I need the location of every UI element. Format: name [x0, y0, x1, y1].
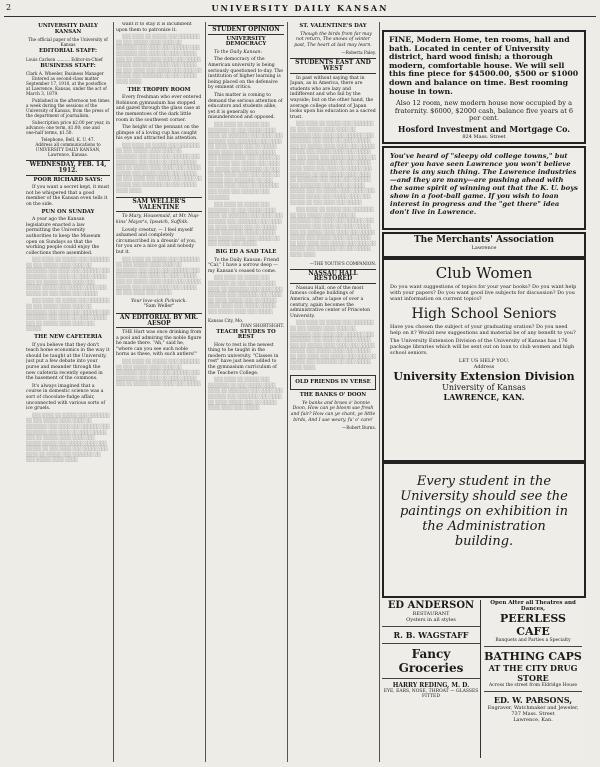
body-text-filler: ░░░ ░░░░ ░░ ░░░░░ ░░░ ░░░░░░░ ░░ ░░░ ░░░░░ ░░░░ ░░░░ ░░ ░░░░░░░ ░░░ ░░░░ ░░░ ░░░░░░ ░░░ ░░░░░░░ ░░░ ░░░░ ░░ ░░░░ ░░░░░ ░░░ ░░ ░░░░░ ░░░░ ░░░░ ░░░ ░░░░░ ░░░░░ ░░░ ░░░░░ ░░░░ ░░░ ░░░░░ ░░ ░░░ ░░░░ ░░░ ░░░░░ [116, 257, 201, 297]
ad-hosford-company: Hosford Investment and Mortgage Co. [397, 124, 571, 135]
club-women-title: Club Women [435, 264, 533, 282]
masthead-rule [4, 16, 596, 17]
ad-sleepy-towns [382, 146, 586, 230]
headline-poor-richard: POOR RICHARD SAYS: [33, 176, 103, 183]
column-2 [116, 22, 202, 762]
parsons-city: Lawrence, Kan. [513, 717, 553, 723]
divider [484, 691, 582, 692]
high-school-lines: Have you chosen the subject of your graduating oration? Do you need help on it? Would new suggestions and material be of any benefit to you? [390, 324, 576, 336]
headline-valentines-day: ST. VALENTINE'S DAY [299, 23, 367, 29]
japan-text: In past without saying that in Japan, as in America, there are students who are lazy and indifferent and who fail by the wayside; but on the other hand, the average college student of Japan looks upon his education as a sacred trust. [290, 75, 376, 120]
bathing-caps-sub: AT THE CITY DRUG STORE [488, 663, 578, 683]
divider [484, 646, 582, 647]
editorial-staff-title: EDITORIAL STAFF: [38, 48, 98, 55]
ad-hosford-address: 824 Mass. Street [462, 134, 506, 141]
ad-sleepy-towns-text: You've heard of "sleepy old college towns," but after you have seen Lawrence you won't believe there is any such thing. The Lawrence industries—and they are many—are pushing ahead with the same spirit of winning out that the K. U. boys show in a foot-ball game. If you wish to loan interest in progress and the "get there" idea don't live in Lawrence. [390, 152, 578, 216]
verse-text: Ye banks and braes o' bonnie Doon, How can ye bloom sae fresh and fair? How can ye chant, ye little birds, And I sae weary, fu' o' care! [290, 400, 376, 423]
address: Address all communications to UNIVERSITY DAILY KANSAN, Lawrence, Kansas. [35, 142, 101, 158]
weller-signature: Your love-sick Pickwick. [131, 298, 187, 304]
divider [382, 626, 480, 627]
column-divider [287, 22, 288, 762]
teach-rest-text: How to rest is the newest thing to be taught in the modern university. "Classes in rest" have just been added to the gymnasium curriculum of the Teachers College. [208, 342, 279, 376]
extension-title: University Extension Division [393, 370, 575, 383]
column-3 [208, 22, 284, 762]
paintings-text: Every student in the University should see the paintings on exhibition in the Administration building. [399, 474, 569, 549]
body-text-filler: ░░░ ░░░░ ░░ ░░░░░ ░░░ ░░░░░░░ ░░ ░░░ ░░░░░ ░░░░ ░░░░ ░░ ░░░░░░░ ░░░ ░░░░ ░░░ ░░░░░░ ░░░ ░░░░░░░ ░░░ ░░░░ ░░ ░░░░ ░░░░░ ░░░ ░░ ░░░░░ ░░░░ ░░░░ ░░░ ░░░░░ [116, 360, 201, 388]
democracy-text: The democracy of the American university is being seriously questioned to-day. The institution of higher learning is being placed on the defensive by eminent critics. [208, 57, 283, 91]
extension-address-label: Address [473, 364, 495, 370]
ad-merchants-title: The Merchants' Association [413, 235, 554, 245]
body-text-filler: ░░░ ░░░░ ░░ ░░░░░ ░░░ ░░░░░░░ ░░ ░░░ ░░░░░ ░░░░ ░░░░ ░░ ░░░░░░░ ░░░ ░░░░ ░░░ ░░░░░░ ░░░ ░░░░░░░ ░░░ ░░░░ ░░ ░░░░ ░░░░░ ░░░ ░░ ░░░░░ ░░░░ ░░░░ ░░░ ░░░░░ ░░░░░ ░░░ ░░░░░ ░░░░ ░░░ ░░░░░ ░░ ░░░ ░░░░ ░░░ ░░░░░ ░░░ ░░░░ ░░ ░░░░░ ░░░ ░░░░░░░ ░░ ░░░ ░░░░░ ░░░░ ░░░░ ░░░ ░░░░ ░░ ░░░░░ ░░░ ░░░░░░░ ░░ ░░░ ░░░░░ ░░░░ ░░░░ ░░ ░░░░░░░ ░░░ ░░░░ ░░░ ░░░░░░ ░░░ ░░░░░░░ ░░░ ░░░░ ░░ ░░░░ ░░░░░ ░░░ ░░ ░░░░░ ░░░░ ░░░░ ░░░ ░░░░░ ░░░░░ ░░░ ░░░░░ ░░░░ ░░░ ░░░░░ ░░ ░░░ ░░░░ ░░░ ░░░░░ ░░░ ░░░░ ░░ ░░░░░ ░░░ ░░░░░░░ ░░ ░░░ ░░░░░ ░░░░ ░░░░ ░░ ░░░░░░░ ░░░ ░░░░ ░░░ ░░░░░░ ░░░ ░░░░░░░ ░░░ ░░░░ ░░ ░░░░ ░░░░░ ░░░ ░░ ░░░░░ ░░░░ ░░░░ ░░░ ░░░░░ ░░░░░ ░░░ ░░░░░ ░░░░ ░░░ ░░░░░ ░░ ░░░ ░░░░ ░░░ ░░░░░ ░░░ ░░░░ ░░ ░░░░░ ░░░ ░░░░░░░ ░░ ░░░ ░░░░░ ░░░░ ░░░░ [290, 122, 376, 258]
ad-extension-division [382, 258, 586, 462]
body-text-filler: ░░░ ░░░░ ░░ ░░░░░ ░░░ ░░░░░░░ ░░ ░░░ ░░░░░ ░░░░ ░░░░ ░░ ░░░░░░░ ░░░ ░░░░ ░░░ ░░░░░░ ░░░ ░░░░░░░ ░░░ ░░░░ ░░ ░░░░ ░░░░░ ░░░ ░░ ░░░░░ ░░░░ ░░░░ ░░░ ░░░░░ ░░░░░ ░░░ ░░░░░ ░░░░ ░░░ ░░░░░ [208, 276, 283, 315]
column-divider [113, 22, 114, 762]
harry-reding: HARRY REDING, M. D. [392, 682, 470, 689]
nassau-text: Nassau Hall, one of the most famous college buildings of America, after a lapse of over a century, again becomes the administrative center of Princeton University. [290, 285, 371, 319]
anderson-sub: RESTAURANT [412, 611, 450, 617]
headline-nassau-hall: NASSAU HALL RESTORED [290, 269, 376, 284]
parsons-sub: Engraver, Watchmaker and Jeweler, [487, 705, 579, 711]
verse-box [290, 375, 376, 391]
anderson-line: Oysters in all styles [406, 617, 456, 623]
weller-address: To Mary, Housemaid, at Mr. Nup-kins' Mayor's, Ipswich, Suffolk. [116, 214, 200, 225]
anderson-title: ED ANDERSON [387, 600, 475, 611]
wagstaff: R. B. WAGSTAFF [393, 630, 469, 640]
headline-editorial-aesop: AN EDITORIAL BY MR. AESOP [116, 313, 202, 328]
extension-university: University of Kansas [442, 383, 526, 392]
fancy-groceries: Fancy Groceries [398, 647, 464, 675]
club-women-lines: Do you want suggestions of topics for your year books? Do you want help with your papers? Do you want good live subjects for discussion? Do you want information on current topics? [390, 284, 577, 302]
headline-student-opinion: STUDENT OPINION [208, 25, 284, 35]
body-text-filler: ░░░ ░░░░ ░░ ░░░░░ ░░░ ░░░░░░░ ░░ ░░░ ░░░░░ ░░░░ ░░░░ ░░ ░░░░░░░ ░░░ ░░░░ ░░░ ░░░░░░ ░░░ ░░░░░░░ ░░░ ░░░░ ░░ ░░░░ ░░░░░ ░░░ ░░ ░░░░░ ░░░░ ░░░░ ░░░ ░░░░░ ░░░░░ ░░░ ░░░░░ ░░░░ ░░░ ░░░░░ ░░ ░░░ ░░░░ ░░░ ░░░░░ ░░░ ░░░░ ░░ ░░░░░ ░░░ ░░░░░░░ ░░ ░░░ ░░░░░ ░░░░ ░░░░ [116, 143, 202, 194]
column-divider [205, 22, 206, 762]
cafeteria-text-2: It's always imagined that a course in domestic science was a sort of chocolate-fudge affair, unconnected with various sorts of ice gruels. [26, 383, 106, 412]
editorial-staff: Louis Carlson .......... Editor-in-Chief [26, 56, 103, 62]
business-staff-title: BUSINESS STAFF: [40, 62, 96, 69]
trophy-text: Every freshman who ever entered Robinson gymnasium has stopped and gazed through the glass case at the mementoes of the dark little room in the southwest corner. [116, 95, 202, 123]
verse-title: THE BANKS O' DOON [299, 392, 367, 399]
ad-hosford-main: FINE, Modern Home, ten rooms, hall and bath. Located in center of University district, hard wood finish; a thorough modern, comfortable house. We will sell this fine piece for $4500.00, $500 or $1000 down and balance on time. Best rooming house in town. [389, 35, 579, 96]
divider [382, 643, 480, 644]
ad-bottom-grid [382, 600, 582, 760]
trophy-text-2: The height of the pennant on the glimpse of a loving cup has caught his eye and attracted his attention. [116, 125, 199, 142]
harry-reding-sub: EYE, EARS, NOSE, THROAT — GLASSES FITTED [383, 689, 479, 699]
body-text-filler: ░░░ ░░░░ ░░ ░░░░░ ░░░ ░░░░░░░ ░░ ░░░ ░░░░░ ░░░░ ░░░░ ░░ ░░░░░░░ ░░░ ░░░░ ░░░ ░░░░░░ ░░░ ░░░░░░░ ░░░ ░░░░ ░░ ░░░░ ░░░░░ ░░░ ░░ ░░░░░ ░░░░ ░░░░ ░░░ ░░░░░ ░░░░░ ░░░ ░░░░░ ░░░░ ░░░ ░░░░░ ░░ ░░░ ░░░░ ░░░ ░░░░░ ░░░ ░░░░ ░░ ░░░░░ ░░░ ░░░░░░░ ░░ ░░░ ░░░░░ ░░░░ ░░░░ ░░░ ░░░░ ░░ ░░░░░ ░░░ ░░░░░░░ ░░ ░░░ ░░░░░ ░░░░ ░░░░ ░░ ░░░░░░░ ░░░ ░░░░ ░░░ ░░░░░░ ░░░ ░░░░░░░ ░░░ ░░░░ ░░ ░░░░░ ░░░ ░░░░░░░ ░░ ░░░ ░░░░░ ░░░░ ░░░░ ░░ ░░░░░░░ ░░░ ░░░░ ░░░ ░░░░░░ ░░░ ░░░░░░░ ░░░ ░░░░ ░░ ░░░░ ░░░░░ ░░░ ░░ ░░░░░ ░░░░ ░░░░ ░░░ ░░░░░ ░░░░░ ░░░ ░░░░░ ░░░░ ░░░ ░░░░░ ░░ ░░░ ░░░░ ░░░ ░░░░░ [208, 122, 283, 248]
big-ed-text: To the Daily Kansan: Friend "Cal," I have a sorrow deep — my Kansan's ceased to come. [208, 257, 279, 274]
column-4 [290, 22, 376, 762]
headline-old-friends: OLD FRIENDS IN VERSE [295, 378, 371, 385]
headline-big-ed: BIG ED A SAD TALE [215, 248, 277, 255]
published-note: Published in the afternoon ten times a week during the sessions of the University of Kansas, from the press of the department of journalism. [26, 98, 110, 119]
democracy-text-2: This matter is coming to demand the serious attention of educators and students alike, yet it is generally so misunderstood and opposed. [208, 92, 283, 121]
ad-bottom-left [382, 600, 481, 758]
page-number: 2 [6, 3, 12, 12]
weller-ps: "Sam Weller" [143, 304, 175, 310]
headline-trophy-room: THE TROPHY ROOM [127, 86, 191, 93]
editorial-text: THE Hart was once drinking from a pool and admiring the noble figure he made there. "Ah," said he, "where can you see such noble horns as these, with such antlers!" [116, 330, 202, 358]
headline-new-cafeteria: THE NEW CAFETERIA [34, 334, 102, 340]
extension-city: LAWRENCE, KAN. [443, 392, 525, 402]
poor-richard-text: If you want a secret kept, it must not be whispered that a good member of the Kansan even tells it on the side. [26, 185, 110, 207]
headline-weller-valentine: SAM WELLER'S VALENTINE [116, 197, 202, 212]
column-1 [26, 22, 110, 762]
bathing-caps-title: BATHING CAPS [484, 650, 582, 663]
divider [382, 678, 480, 679]
cafeteria-text: If you believe that they don't teach home economics in the way it should be taught at the University, just put a few debate into your purse and meander through the new cafeteria recently opened in the basement of the commons. [26, 342, 110, 382]
valentine-poem: Though the birds from far may not return, The snows of winter past, The heart at last may learn. [294, 31, 372, 48]
peerless-title: PEERLESS CAFE [500, 612, 566, 638]
big-ed-dateline: Kansas City, Mo. [208, 317, 244, 323]
headline-teach-rest: TEACH STUDES TO REST [216, 328, 276, 341]
pun-on-sunday-text: A year ago the Kansan legislature enacted a law permitting the University authorities to keep the Museum open on Sundays so that the working people could enjoy the collections there assembled. [26, 217, 101, 256]
headline-pun-on-sunday: PUN ON SUNDAY [41, 208, 95, 215]
high-school-title: High School Seniors [411, 306, 557, 322]
peerless-open: Open After all Theatres and Dances, [490, 600, 576, 612]
headline-students-east-west: STUDENTS EAST AND WEST [290, 58, 376, 73]
ad-bottom-right [484, 600, 582, 758]
body-text-filler: ░░░ ░░░░ ░░ ░░░░░ ░░░ ░░░░░░░ ░░ ░░░ ░░░░░ ░░░░ ░░░░ ░░ ░░░░░░░ ░░░ ░░░░ ░░░ ░░░░░░ ░░░ ░░░░░░░ ░░░ ░░░░ ░░ ░░░░ ░░░░░ ░░░ ░░ ░░░░░ ░░░░ ░░░░ ░░░ ░░░░░ ░░░░░ ░░░ ░░░░░ ░░░░ ░░░ ░░░░░ ░░ ░░░ ░░░░ ░░░ ░░░░░ ░░░ ░░░░ ░░ ░░░░░ ░░░ ░░░░░░░ ░░ ░░░ ░░░░░ ░░░░ ░░░░ [26, 413, 110, 464]
entered-note: Entered as second-class matter September 17, 1910, at the postoffice at Lawrence, Kansas, under the act of March 3, 1879. [26, 76, 107, 97]
ad-hosford-secondary: Also 12 room, new modern house now occupied by a fraternity. $6000, $2000 cash, balance five years at 6 per cent. [394, 99, 574, 122]
headline-university-democracy: UNIVERSITY DEMOCRACY [225, 35, 267, 48]
salutation: To the Daily Kansan: [214, 49, 263, 55]
body-text-filler: ░░░ ░░░░ ░░ ░░░░░ ░░░ ░░░░░░░ ░░ ░░░ ░░░░░ ░░░░ ░░░░ ░░ ░░░░░░░ ░░░ ░░░░ ░░░ ░░░░░░ ░░░ ░░░░░░░ ░░░ ░░░░ ░░ ░░░░ ░░░░░ ░░░ ░░ ░░░░░ ░░░░ ░░░░ ░░░ ░░░░░ [208, 378, 283, 412]
ad-merchants-association [382, 232, 586, 258]
ad-merchants-sub: Lawrence [471, 245, 497, 251]
business-staff: Clark A. Wheeler, Business Manager [26, 71, 104, 77]
subscription-note: Subscription price $2.00 per year, in advance; one term, $1.00; one and one-half terms, $1.50. [26, 120, 110, 136]
verse-signature: —Robert Burns. [342, 425, 376, 431]
japan-signature: —THE YOUTH'S COMPANION. [309, 260, 376, 266]
valentine-signature: —Roberta Paley. [341, 50, 376, 56]
ad-paintings-exhibition [382, 462, 586, 598]
telephone: Telephone, Bell, K. U. 47. [41, 137, 95, 143]
body-text-filler: ░░░ ░░░░ ░░ ░░░░░ ░░░ ░░░░░░░ ░░ ░░░ ░░░░░ ░░░░ ░░░░ ░░ ░░░░░░░ ░░░ ░░░░ ░░░ ░░░░░░ ░░░ ░░░░░░░ ░░░ ░░░░ ░░ ░░░░ ░░░░░ ░░░ ░░ ░░░░░ ░░░░ ░░░░ ░░░ ░░░░░ ░░░░░ ░░░ ░░░░░ ░░░░ ░░░ ░░░░░ ░░ ░░░ ░░░░ ░░░ ░░░░░ ░░░ ░░░░ ░░ ░░░░░ ░░░ ░░░░░░░ ░░ ░░░ ░░░░░ ░░░░ ░░░░ ░░ ░░░░░░░ ░░░ ░░░░ ░░░ ░░░░░░ ░░░ ░░░░░░░ ░░░ ░░░░ ░░ ░░░░ ░░░░░ ░░░ ░░ ░░░░░ ░░░░ ░░░░ ░░░ ░░░░░ [26, 258, 110, 333]
intro-text: want it to stay it is incumbent upon them to patronize it. [116, 22, 192, 33]
paper-description: The official paper of the University of Kansas [28, 37, 108, 48]
big-ed-signature: IVAN SHORTSIGHT. [240, 322, 284, 328]
bathing-caps-line: Across the street from Eldridge House [488, 683, 578, 688]
peerless-hours: Banquets and Parties a Specialty [495, 638, 571, 643]
masthead-title: UNIVERSITY DAILY KANSAN [211, 3, 389, 13]
body-text-filler: ░░░ ░░░░ ░░ ░░░░░ ░░░ ░░░░░░░ ░░ ░░░ ░░░░░ ░░░░ ░░░░ ░░ ░░░░░░░ ░░░ ░░░░ ░░░ ░░░░░░ ░░░ ░░░░░░░ ░░░ ░░░░ ░░ ░░░░ ░░░░░ ░░░ ░░ ░░░░░ ░░░░ ░░░░ ░░░ ░░░░░ ░░░░░ ░░░ ░░░░░ ░░░░ ░░░ ░░░░░ ░░ ░░░ ░░░░ ░░░ ░░░░░ ░░░ ░░░░ ░░ ░░░░░ ░░░ ░░░░░░░ ░░ ░░░ ░░░░░ ░░░░ ░░░░ [290, 321, 376, 372]
ad-hosford [382, 30, 586, 144]
column-divider [379, 22, 380, 762]
paper-name: UNIVERSITY DAILY KANSAN [38, 23, 98, 35]
issue-date: WEDNESDAY, FEB. 14, 1912. [26, 160, 110, 175]
body-text-filler: ░░░ ░░░░ ░░ ░░░░░ ░░░ ░░░░░░░ ░░ ░░░ ░░░░░ ░░░░ ░░░░ ░░ ░░░░░░░ ░░░ ░░░░ ░░░ ░░░░░░ ░░░ ░░░░░░░ ░░░ ░░░░ ░░ ░░░░ ░░░░░ ░░░ ░░ ░░░░░ ░░░░ ░░░░ ░░░ ░░░░░ ░░░░░ ░░░ ░░░░░ ░░░░ ░░░ ░░░░░ ░░ ░░░ ░░░░ ░░░ ░░░░░ ░░░ ░░░░ ░░ ░░░░░ ░░░ ░░░░░░░ ░░ ░░░ ░░░░░ ░░░░ ░░░░ [116, 35, 202, 85]
parsons-title: ED. W. PARSONS, [493, 695, 573, 705]
parsons-address: 737 Mass. Street [511, 711, 555, 717]
extension-help: LET US HELP YOU. [458, 358, 510, 364]
weller-body: Lovely creetur, — I feel myself ashamed and completely circumscribed in a dressin' of you, for you are a nice gal and nobody but it. [116, 227, 197, 255]
extension-body: The University Extension Division of the University of Kansas has 176 package libraries which will be sent out on loan to club women and high school seniors. [390, 338, 575, 356]
